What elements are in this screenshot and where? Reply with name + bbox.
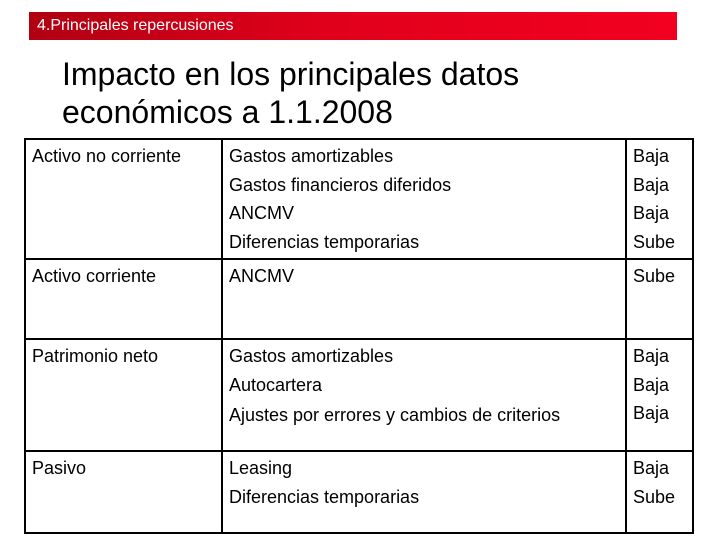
section-header-bar: [29, 12, 677, 40]
effect-label: Sube: [633, 486, 676, 507]
effect-label: Baja: [633, 374, 670, 395]
section-header-label: 4.Principales repercusiones: [37, 17, 234, 34]
item-label: Gastos amortizables: [229, 146, 394, 166]
slide-title: [62, 55, 682, 131]
table-row: [25, 139, 693, 259]
items-cell: [222, 339, 626, 451]
effect-label: Sube: [633, 266, 676, 286]
slide-title-line-1: Impacto en los principales datos: [62, 56, 520, 92]
item-label: Gastos amortizables: [229, 346, 394, 366]
effect-label: Baja: [633, 203, 670, 223]
effects-cell: [626, 139, 693, 259]
item-label: Diferencias temporarias: [229, 231, 420, 252]
category-cell: [25, 139, 222, 259]
item-label: Gastos financieros diferidos: [229, 174, 452, 195]
items-cell: [222, 451, 626, 533]
category-cell: [25, 259, 222, 339]
impact-table: [24, 138, 694, 534]
item-label: ANCMV: [229, 203, 295, 223]
table-row: [25, 259, 693, 339]
effect-label: Baja: [633, 174, 670, 195]
effect-label: Baja: [633, 346, 670, 366]
item-label: Diferencias temporarias: [229, 486, 420, 507]
effect-label: Baja: [633, 146, 670, 166]
category-label: Activo no corriente: [32, 146, 182, 166]
category-cell: [25, 451, 222, 533]
effects-cell: [626, 451, 693, 533]
effect-label: Baja: [633, 458, 670, 478]
effect-label: Sube: [633, 231, 676, 252]
items-cell: [222, 139, 626, 259]
item-label: ANCMV: [229, 266, 295, 286]
effects-cell: [626, 259, 693, 339]
table-row: [25, 451, 693, 533]
category-label: Patrimonio neto: [32, 346, 159, 366]
category-label: Pasivo: [32, 458, 87, 478]
effect-label: Baja: [633, 403, 670, 423]
effects-cell: [626, 339, 693, 451]
table-row: [25, 339, 693, 451]
item-label: Autocartera: [229, 374, 323, 395]
category-label: Activo corriente: [32, 266, 157, 286]
item-label: Leasing: [229, 458, 293, 478]
items-cell: [222, 259, 626, 339]
item-label: Ajustes por errores y cambios de criterios: [229, 405, 561, 425]
category-cell: [25, 339, 222, 451]
impact-table-container: [24, 138, 692, 528]
slide-title-line-2: económicos a 1.1.2008: [62, 94, 393, 130]
